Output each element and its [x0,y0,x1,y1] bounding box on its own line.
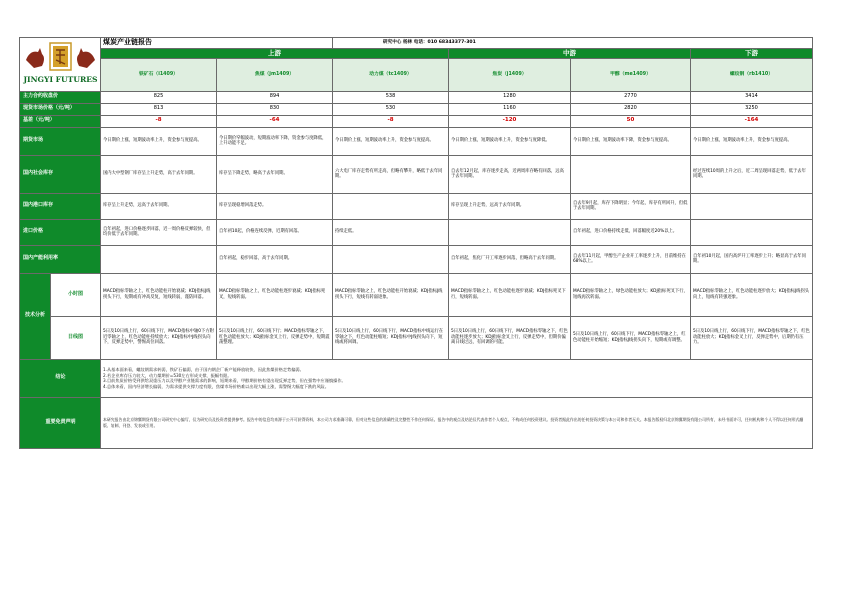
close-price-row [20,91,813,103]
conclusion-line: 1.从基本面来看，螺纹钢需求转弱，铁矿石偏弱，由于国内钢企厂新产能释放较快，因此焦煤价格走势偏弱。 [103,366,304,372]
disclaimer-label: 重要免责声明 [20,397,101,448]
daily-note: 5日及10日线上行，60日线下行；MACD指标零轴之下，红色动能柱放大；KDJ指标金叉上行，反弹走势中，短期震荡整理。 [217,316,333,359]
group-midstream: 中游 [449,48,691,59]
conclusion-line: 4.总体来看，国内经济增长偏弱，为需求提供支撑力度有限，焦煤市场价格难以出现大幅上涨，需警惕大幅度下跌的风险。 [103,383,329,389]
spot-value: 530 [333,103,449,115]
social-inventory-row [20,155,813,193]
spot-value: 813 [101,103,217,115]
product-methanol: 甲醇（me1409） [571,59,691,91]
port-note: 自去年9月起，库存下降明显；今年起，库存有所回升，但低于去年同期。 [571,193,691,219]
product-coking-coal: 焦煤（jm1409） [217,59,333,91]
contact-info: 研究中心 杨林 电话：010 68343377-301 [333,38,813,49]
spot-price-row [20,103,813,115]
capacity-note: 自年初起，焦化厂开工率逐步回落，但略高于去年同期。 [449,245,571,273]
capacity-row [20,245,813,273]
conclusion-line: 2.若企业库存压力较大，动力煤期价=530左右形成支撑，振幅有限。 [103,372,232,378]
conclusion-line: 3.目前焦炭价格受到供给双重压力以及甲醇产业链需求的影响，短期来看，甲醇期价格有望出现反弹走势，但在强势中应谨慎操作。 [103,378,346,384]
capacity-note: 自去年11月起，甲醇生产企业开工率逐步上升，目前维持在68%以上。 [571,245,691,273]
futures-note: 今日期价上涨，短期波动率下降，资金参与度提高。 [571,127,691,155]
spot-value: 1160 [449,103,571,115]
basis-value: -8 [101,115,217,127]
row-label: 主力合约收盘价 [20,91,101,103]
close-value: 2770 [571,91,691,103]
short-note: MACD指标零轴之上，绿色动能柱放大；KDJ指标死叉下行，短线再次转弱。 [571,273,691,316]
spot-value: 2820 [571,103,691,115]
basis-value: -64 [217,115,333,127]
daily-note: 5日及10日线上行，60日线下行，MACD指标中轴0下方附近零轴之上，红色动能柱持续放大；KDJ指标中J线拐头向下，反弹走势中，警惕高位回落。 [101,316,217,359]
futures-note: 今日期价窄幅波动，短期波动率下降，资金参与度降低，上升动能不足。 [217,127,333,155]
conclusion-label: 结论 [20,359,101,397]
report-title: 煤炭产业链报告 [101,38,333,49]
daily-label: 日线图 [51,316,101,359]
port-note [333,193,449,219]
close-value: 3414 [691,91,813,103]
conclusion-text [101,359,813,397]
import-note [449,219,571,245]
short-note: MACD指标零轴之上，红色动能柱逐步衰减；KDJ指标死叉，短线转弱。 [217,273,333,316]
product-iron-ore: 铁矿石（i1409） [101,59,217,91]
short-note: MACD指标零轴之上，红色动能柱开始衰减；KDJ指标J线拐头下行，短期或有冲高反复，短线转弱，谨防回落。 [101,273,217,316]
row-label: 进口价格 [20,219,101,245]
tech-daily-row [20,316,813,359]
import-note: 自年初起，进口价格逐步回落，近一周价格反弹较快，但均价低于去年同期。 [101,219,217,245]
futures-note: 今日期价上涨，短期波动率上升，资金参与度提高。 [333,127,449,155]
short-note: MACD指标零轴之上，红色动能柱开始衰减；KDJ指标J线拐头下行，短线有转弱迹象。 [333,273,449,316]
import-note [691,219,813,245]
import-price-row [20,219,813,245]
row-label: 期货市场 [20,127,101,155]
row-label: 国内社会库存 [20,155,101,193]
port-note: 库存呈上升走势，远高于去年同期。 [101,193,217,219]
daily-note: 5日及10日线上行，60日线下行，MACD指标零轴之下，红色动能柱逐步放大；KDJ指标金叉上行，反弹走势中，但期价偏离日线过远，有回调的可能。 [449,316,571,359]
capacity-note [333,245,449,273]
import-note: 持续走低。 [333,219,449,245]
product-thermal-coal: 动力煤（tc1409） [333,59,449,91]
row-label: 国内产能利用率 [20,245,101,273]
capacity-note: 自年初起，稳步回落，高于去年同期。 [217,245,333,273]
port-inventory-row [20,193,813,219]
social-note [571,155,691,193]
basis-value: -8 [333,115,449,127]
basis-row [20,115,813,127]
short-note: MACD指标零轴之上，红色动能柱逐步放大；KDJ指标J线拐头向上，短线有转强迹象。 [691,273,813,316]
tech-analysis-label: 技术分析 [20,273,51,359]
tech-short-row [20,273,813,316]
product-rebar: 螺纹钢（rb1410） [691,59,813,91]
futures-note: 今日期价上涨，短期波动率上升，资金参与度提高。 [691,127,813,155]
social-note: 六大电厂库存走势有所走高，但略有攀升，略低于去年同期。 [333,155,449,193]
short-term-label: 小时图 [51,273,101,316]
capacity-note: 自年初10月起，国内高炉开工率逐步上升；略显高于去年同期。 [691,245,813,273]
port-note: 库存呈现上升走势，远高于去年同期。 [449,193,571,219]
short-note: MACD指标零轴之上，红色动能柱逐步衰减；KDJ指标死叉下行，短线转弱。 [449,273,571,316]
row-label: 国内港口库存 [20,193,101,219]
futures-note: 今日期价上涨，短期波动率上升，资金参与度降低。 [449,127,571,155]
import-note: 自年初起，进口价格持续走低，回落幅度近20%以上。 [571,219,691,245]
social-note: 库存呈下降走势，略高于去年同期。 [217,155,333,193]
close-value: 538 [333,91,449,103]
basis-value: -164 [691,115,813,127]
social-note: 自去年12月起，库存逐步走高，近两周库存略有回落，远高于去年同期。 [449,155,571,193]
logo [20,38,101,92]
daily-note: 5日及10日线上行，60日线下行，MACD指标中线运行在零轴之下，红色动能柱缩短；KDJ指标中J线拐头向下，短线或将回调。 [333,316,449,359]
close-value: 825 [101,91,217,103]
port-note [691,193,813,219]
report-table [19,37,813,449]
row-label: 基差（元/吨） [20,115,101,127]
spot-value: 830 [217,103,333,115]
conclusion-row [20,359,813,397]
report-sheet [19,37,812,454]
group-upstream: 上游 [101,48,449,59]
daily-note: 5日及10日线上行，60日线下行，MACD指标零轴之下，红色动能柱放大；KDJ指标金叉上行，反弹走势中，后期仍有压力。 [691,316,813,359]
disclaimer-row [20,397,813,448]
port-note: 库存呈现稳增回落走势。 [217,193,333,219]
spot-value: 3250 [691,103,813,115]
close-value: 894 [217,91,333,103]
capacity-note [101,245,217,273]
basis-value: 50 [571,115,691,127]
daily-note: 5日及10日线上行，60日线下行，MACD指标零轴之上，红色动能柱开始缩短；KDJ指标J线拐头向下，短期或有调整。 [571,316,691,359]
import-note: 自年初10起，价格连续反弹，近期有回落。 [217,219,333,245]
basis-value: -120 [449,115,571,127]
futures-note: 今日期价上涨，短期波动率上升，资金参与度提高。 [101,127,217,155]
product-coke: 焦炭（j1409） [449,59,571,91]
disclaimer-text: 本研究报告由北京锦翼期货有限公司研究中心编写，仅为研究员及投资者提供参考。报告中的信息均来源于公开可获得资料，本公司力求准确可靠，但对这些信息的准确性及完整性不作任何保证。报告中的观点及结论仅代表作者个人观点，不构成任何投资建议。投资者据此作出的任何投资决策与本公司和作者无关。本报告版权归北京锦翼期货有限公司所有，未经书面许可，任何机构和个人不得以任何形式翻版、复制、刊登、发表或引用。 [101,397,813,448]
svg-text:JINGYI FUTURES: JINGYI FUTURES [23,75,98,84]
group-downstream: 下游 [691,48,813,59]
row-label: 现货市场价格（元/吨） [20,103,101,115]
futures-market-row [20,127,813,155]
social-note: 国内大中型钢厂库存呈上升走势，高于去年同期。 [101,155,217,193]
social-note: 经过连续10周的上升之后，近二周呈现回落走势，低于去年同期。 [691,155,813,193]
close-value: 1280 [449,91,571,103]
jingyi-logo-icon [20,38,101,88]
